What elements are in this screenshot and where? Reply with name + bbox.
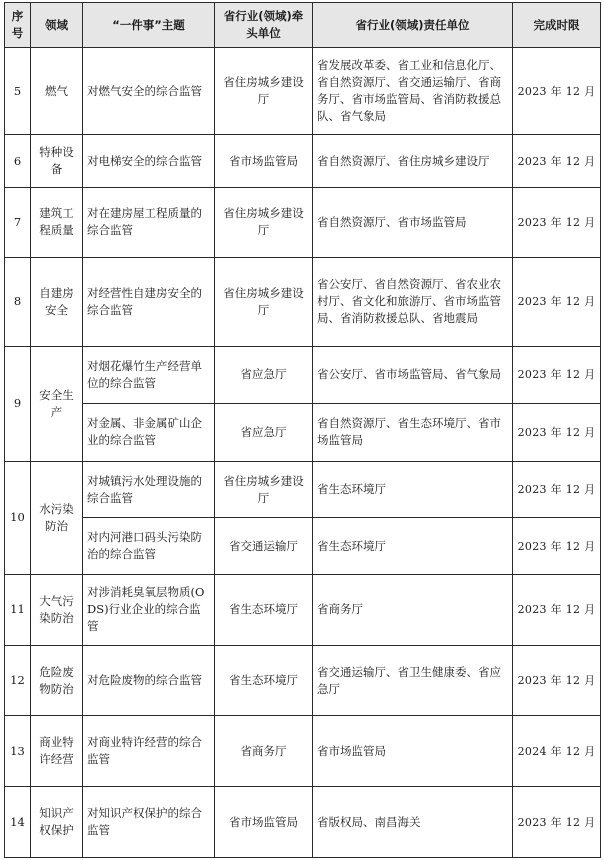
header-lead-unit: 省行业(领域)牵头单位 [215, 3, 313, 48]
row-no: 5 [5, 48, 31, 135]
row-deadline: 2024 年 12 月 [513, 716, 601, 787]
row-area: 特种设备 [31, 135, 83, 188]
row-no: 6 [5, 135, 31, 188]
row-area: 水污染防治 [31, 461, 83, 574]
row-no: 8 [5, 257, 31, 346]
header-topic: “一件事”主题 [83, 3, 215, 48]
row-area: 危险废物防治 [31, 645, 83, 716]
table-row [5, 346, 601, 404]
row-deadline: 2023 年 12 月 [513, 346, 601, 404]
row-no: 13 [5, 716, 31, 787]
row-topic: 对城镇污水处理设施的综合监管 [83, 461, 215, 518]
row-topic: 对金属、非金属矿山企业的综合监管 [83, 404, 215, 462]
table-row [5, 135, 601, 188]
table-row [5, 187, 601, 257]
header-responsible-units: 省行业(领域)责任单位 [313, 3, 513, 48]
row-responsible-units: 省市场监管局 [313, 716, 513, 787]
supervision-table [4, 2, 601, 858]
row-responsible-units: 省自然资源厅、省市场监管局 [313, 187, 513, 257]
row-deadline: 2023 年 12 月 [513, 574, 601, 645]
row-responsible-units: 省版权局、南昌海关 [313, 787, 513, 858]
header-row [5, 3, 601, 48]
row-lead-unit: 省住房城乡建设厅 [215, 48, 313, 135]
table-row [5, 48, 601, 135]
row-no: 10 [5, 461, 31, 574]
row-topic: 对经营性自建房安全的综合监管 [83, 257, 215, 346]
row-lead-unit: 省商务厅 [215, 716, 313, 787]
row-area: 建筑工程质量 [31, 187, 83, 257]
row-no: 7 [5, 187, 31, 257]
row-responsible-units: 省自然资源厅、省生态环境厅、省市场监管局 [313, 404, 513, 462]
table-row [5, 645, 601, 716]
row-area: 安全生产 [31, 346, 83, 461]
row-no: 14 [5, 787, 31, 858]
table-row [5, 787, 601, 858]
row-deadline: 2023 年 12 月 [513, 787, 601, 858]
header-deadline: 完成时限 [513, 3, 601, 48]
table-row [5, 574, 601, 645]
row-area: 大气污染防治 [31, 574, 83, 645]
table-row [5, 461, 601, 518]
row-responsible-units: 省发展改革委、省工业和信息化厅、省自然资源厅、省交通运输厅、省商务厅、省市场监管局、省消防救援总队、省气象局 [313, 48, 513, 135]
row-lead-unit: 省生态环境厅 [215, 574, 313, 645]
header-area: 领域 [31, 3, 83, 48]
row-topic: 对燃气安全的综合监管 [83, 48, 215, 135]
row-topic: 对涉消耗臭氧层物质(ODS)行业企业的综合监管 [83, 574, 215, 645]
row-topic: 对烟花爆竹生产经营单位的综合监管 [83, 346, 215, 404]
row-topic: 对商业特许经营的综合监管 [83, 716, 215, 787]
row-area: 自建房安全 [31, 257, 83, 346]
table-row [5, 404, 601, 462]
row-topic: 对在建房屋工程质量的综合监管 [83, 187, 215, 257]
row-area: 知识产权保护 [31, 787, 83, 858]
row-topic: 对内河港口码头污染防治的综合监管 [83, 518, 215, 575]
row-deadline: 2023 年 12 月 [513, 135, 601, 188]
row-lead-unit: 省应急厅 [215, 404, 313, 462]
table-row [5, 257, 601, 346]
row-no: 12 [5, 645, 31, 716]
row-lead-unit: 省住房城乡建设厅 [215, 187, 313, 257]
row-responsible-units: 省生态环境厅 [313, 461, 513, 518]
row-deadline: 2023 年 12 月 [513, 48, 601, 135]
row-lead-unit: 省交通运输厅 [215, 518, 313, 575]
row-deadline: 2023 年 12 月 [513, 645, 601, 716]
row-deadline: 2023 年 12 月 [513, 461, 601, 518]
header-no: 序号 [5, 3, 31, 48]
row-responsible-units: 省生态环境厅 [313, 518, 513, 575]
row-responsible-units: 省商务厅 [313, 574, 513, 645]
row-responsible-units: 省交通运输厅、省卫生健康委、省应急厅 [313, 645, 513, 716]
row-lead-unit: 省应急厅 [215, 346, 313, 404]
row-deadline: 2023 年 12 月 [513, 187, 601, 257]
row-lead-unit: 省生态环境厅 [215, 645, 313, 716]
row-lead-unit: 省市场监管局 [215, 787, 313, 858]
row-no: 11 [5, 574, 31, 645]
row-topic: 对知识产权保护的综合监管 [83, 787, 215, 858]
row-responsible-units: 省公安厅、省自然资源厅、省农业农村厅、省文化和旅游厅、省市场监管局、省消防救援总队、省地震局 [313, 257, 513, 346]
row-topic: 对危险废物的综合监管 [83, 645, 215, 716]
row-deadline: 2023 年 12 月 [513, 518, 601, 575]
table-row [5, 716, 601, 787]
row-lead-unit: 省住房城乡建设厅 [215, 461, 313, 518]
row-responsible-units: 省公安厅、省市场监管局、省气象局 [313, 346, 513, 404]
row-deadline: 2023 年 12 月 [513, 257, 601, 346]
row-topic: 对电梯安全的综合监管 [83, 135, 215, 188]
row-lead-unit: 省住房城乡建设厅 [215, 257, 313, 346]
row-responsible-units: 省自然资源厅、省住房城乡建设厅 [313, 135, 513, 188]
row-lead-unit: 省市场监管局 [215, 135, 313, 188]
table-row [5, 518, 601, 575]
row-no: 9 [5, 346, 31, 461]
row-area: 燃气 [31, 48, 83, 135]
row-area: 商业特许经营 [31, 716, 83, 787]
row-deadline: 2023 年 12 月 [513, 404, 601, 462]
